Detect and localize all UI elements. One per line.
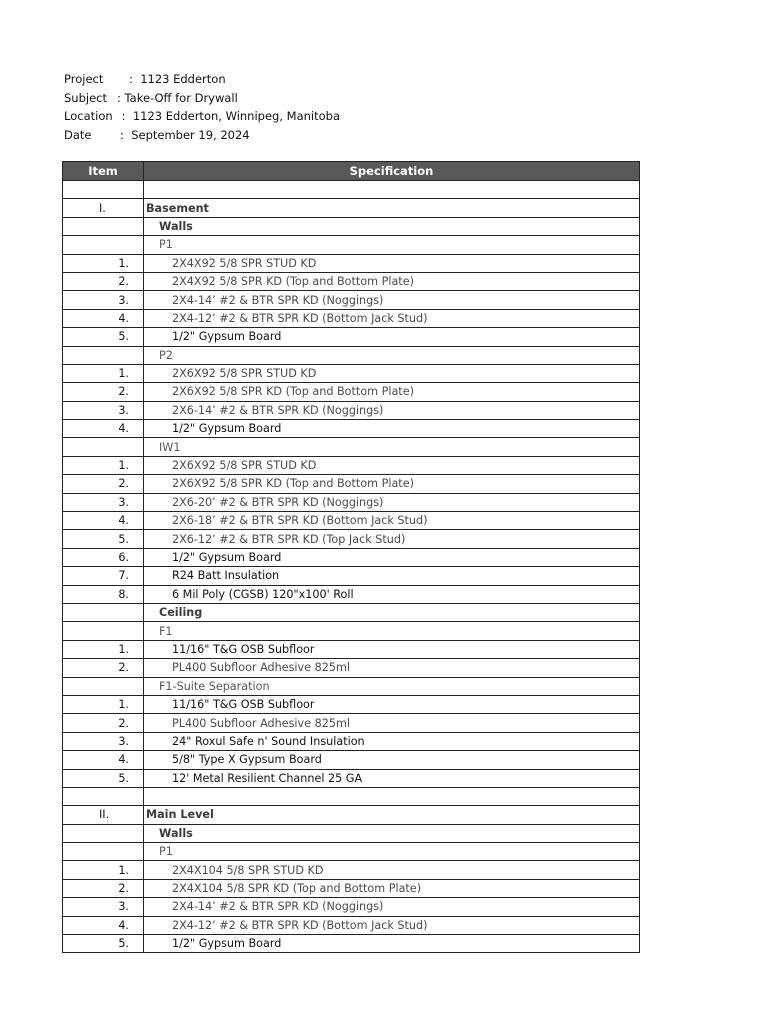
- table-row: [63, 916, 640, 934]
- table-row: [63, 236, 640, 254]
- table-row: [63, 861, 640, 879]
- specification-cell: 2X6X92 5/8 SPR STUD KD: [144, 456, 640, 474]
- subsection-title: Ceiling: [144, 603, 640, 621]
- table-row: [63, 898, 640, 916]
- item-cell: 1.: [63, 640, 144, 658]
- specification-cell: PL400 Subfloor Adhesive 825ml: [144, 714, 640, 732]
- table-row: [63, 567, 640, 585]
- specification-cell: [144, 787, 640, 805]
- table-row: [63, 640, 640, 658]
- table-row: [63, 843, 640, 861]
- item-cell: 2.: [63, 272, 144, 290]
- location-row: Location : 1123 Edderton, Winnipeg, Manitoba: [64, 107, 340, 126]
- table-row: [63, 714, 640, 732]
- item-cell: 1.: [63, 695, 144, 713]
- specification-cell: 2X6-18’ #2 & BTR SPR KD (Bottom Jack Stud): [144, 512, 640, 530]
- item-cell: 5.: [63, 328, 144, 346]
- subject-label: Subject: [64, 90, 107, 105]
- table-row: [63, 272, 640, 290]
- specification-cell: 2X4-14’ #2 & BTR SPR KD (Noggings): [144, 291, 640, 309]
- table-row: [63, 603, 640, 621]
- project-row: Project : 1123 Edderton: [64, 70, 340, 89]
- table-row: [63, 364, 640, 382]
- table-row: [63, 456, 640, 474]
- item-cell: 4.: [63, 916, 144, 934]
- specification-cell: 2X4-12’ #2 & BTR SPR KD (Bottom Jack Stud): [144, 916, 640, 934]
- specification-cell: 2X4X104 5/8 SPR KD (Top and Bottom Plate): [144, 879, 640, 897]
- item-cell: 3.: [63, 493, 144, 511]
- specification-cell: 6 Mil Poly (CGSB) 120"x100' Roll: [144, 585, 640, 603]
- subject-value: Take-Off for Drywall: [124, 90, 238, 105]
- specification-cell: 11/16" T&G OSB Subfloor: [144, 640, 640, 658]
- item-cell: 8.: [63, 585, 144, 603]
- project-label: Project: [64, 72, 104, 86]
- specification-cell: 2X4X92 5/8 SPR KD (Top and Bottom Plate): [144, 272, 640, 290]
- specification-cell: [144, 181, 640, 199]
- item-cell: 6.: [63, 548, 144, 566]
- table-row: [63, 585, 640, 603]
- document-header: [64, 70, 340, 144]
- item-cell: 3.: [63, 732, 144, 750]
- project-value: 1123 Edderton: [140, 72, 226, 86]
- table-row: [63, 695, 640, 713]
- specification-cell: PL400 Subfloor Adhesive 825ml: [144, 659, 640, 677]
- item-cell: [63, 787, 144, 805]
- item-cell: 3.: [63, 291, 144, 309]
- group-label: F1: [144, 622, 640, 640]
- specification-cell: 1/2" Gypsum Board: [144, 935, 640, 953]
- table-row: [63, 879, 640, 897]
- item-cell: 5.: [63, 769, 144, 787]
- item-cell: 2.: [63, 475, 144, 493]
- item-cell: 4.: [63, 309, 144, 327]
- item-cell: [63, 843, 144, 861]
- table-row: [63, 622, 640, 640]
- specification-cell: 2X4X92 5/8 SPR STUD KD: [144, 254, 640, 272]
- group-label: IW1: [144, 438, 640, 456]
- item-cell: 2.: [63, 383, 144, 401]
- specification-cell: 2X6X92 5/8 SPR KD (Top and Bottom Plate): [144, 383, 640, 401]
- section-title: Main Level: [144, 806, 640, 824]
- group-label: F1-Suite Separation: [144, 677, 640, 695]
- table-row: [63, 769, 640, 787]
- specification-cell: 2X4X104 5/8 SPR STUD KD: [144, 861, 640, 879]
- table-row: [63, 199, 640, 217]
- item-cell: 5.: [63, 935, 144, 953]
- specification-cell: 1/2" Gypsum Board: [144, 548, 640, 566]
- item-cell: [63, 236, 144, 254]
- specification-cell: 2X6-12’ #2 & BTR SPR KD (Top Jack Stud): [144, 530, 640, 548]
- table-row: [63, 346, 640, 364]
- table-row: [63, 659, 640, 677]
- specification-cell: 1/2" Gypsum Board: [144, 420, 640, 438]
- table-row: [63, 328, 640, 346]
- table-row: [63, 806, 640, 824]
- specification-cell: 2X6X92 5/8 SPR STUD KD: [144, 364, 640, 382]
- specification-cell: 2X4-14’ #2 & BTR SPR KD (Noggings): [144, 898, 640, 916]
- specification-cell: 24" Roxul Safe n' Sound Insulation: [144, 732, 640, 750]
- specification-cell: 2X6-14’ #2 & BTR SPR KD (Noggings): [144, 401, 640, 419]
- takeoff-table: [62, 161, 640, 953]
- table-row: [63, 548, 640, 566]
- table-row: [63, 309, 640, 327]
- item-cell: [63, 346, 144, 364]
- item-cell: 1.: [63, 861, 144, 879]
- column-header-item: Item: [63, 162, 144, 181]
- table-row: [63, 751, 640, 769]
- item-cell: [63, 824, 144, 842]
- item-cell: 2.: [63, 714, 144, 732]
- item-cell: [63, 217, 144, 235]
- group-label: P1: [144, 843, 640, 861]
- specification-cell: 2X6X92 5/8 SPR KD (Top and Bottom Plate): [144, 475, 640, 493]
- blank-row: [63, 787, 640, 805]
- group-label: P2: [144, 346, 640, 364]
- table-row: [63, 383, 640, 401]
- subsection-title: Walls: [144, 824, 640, 842]
- subject-row: Subject : Take-Off for Drywall: [64, 89, 340, 108]
- specification-cell: 5/8" Type X Gypsum Board: [144, 751, 640, 769]
- specification-cell: 2X4-12’ #2 & BTR SPR KD (Bottom Jack Stud): [144, 309, 640, 327]
- item-cell: II.: [63, 806, 144, 824]
- table-row: [63, 420, 640, 438]
- item-cell: [63, 622, 144, 640]
- table-row: [63, 254, 640, 272]
- item-cell: 1.: [63, 254, 144, 272]
- table-row: [63, 732, 640, 750]
- item-cell: [63, 438, 144, 456]
- specification-cell: R24 Batt Insulation: [144, 567, 640, 585]
- item-cell: [63, 677, 144, 695]
- table-row: [63, 291, 640, 309]
- table-row: [63, 530, 640, 548]
- table-row: [63, 438, 640, 456]
- column-header-specification: Specification: [144, 162, 640, 181]
- item-cell: [63, 181, 144, 199]
- section-title: Basement: [144, 199, 640, 217]
- item-cell: 3.: [63, 898, 144, 916]
- table-row: [63, 217, 640, 235]
- table-header-row: [63, 162, 640, 181]
- location-value: 1123 Edderton, Winnipeg, Manitoba: [132, 109, 340, 123]
- table-row: [63, 512, 640, 530]
- table-row: [63, 935, 640, 953]
- item-cell: 1.: [63, 456, 144, 474]
- item-cell: 1.: [63, 364, 144, 382]
- table-row: [63, 824, 640, 842]
- item-cell: 5.: [63, 530, 144, 548]
- item-cell: [63, 603, 144, 621]
- table-row: [63, 401, 640, 419]
- table-row: [63, 475, 640, 493]
- table-row: [63, 493, 640, 511]
- specification-cell: 12' Metal Resilient Channel 25 GA: [144, 769, 640, 787]
- item-cell: 3.: [63, 401, 144, 419]
- item-cell: 2.: [63, 659, 144, 677]
- group-label: P1: [144, 236, 640, 254]
- date-label: Date: [64, 127, 92, 142]
- takeoff-table-body: [63, 181, 640, 953]
- item-cell: 4.: [63, 751, 144, 769]
- subsection-title: Walls: [144, 217, 640, 235]
- item-cell: 2.: [63, 879, 144, 897]
- blank-row: [63, 181, 640, 199]
- specification-cell: 2X6-20’ #2 & BTR SPR KD (Noggings): [144, 493, 640, 511]
- specification-cell: 11/16" T&G OSB Subfloor: [144, 695, 640, 713]
- location-label: Location: [64, 109, 113, 123]
- specification-cell: 1/2" Gypsum Board: [144, 328, 640, 346]
- item-cell: 7.: [63, 567, 144, 585]
- date-row: Date : September 19, 2024: [64, 126, 340, 145]
- item-cell: 4.: [63, 420, 144, 438]
- item-cell: 4.: [63, 512, 144, 530]
- item-cell: I.: [63, 199, 144, 217]
- date-value: September 19, 2024: [131, 127, 250, 142]
- table-row: [63, 677, 640, 695]
